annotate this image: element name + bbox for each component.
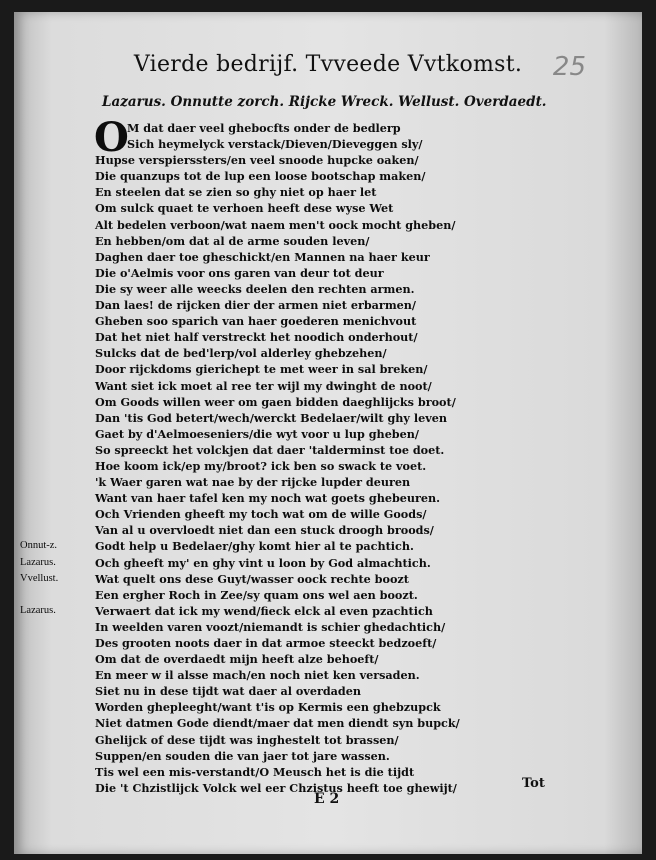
book-page bbox=[14, 12, 642, 854]
verse-text: M dat daer veel ghebocfts onder de bedlerp bbox=[127, 121, 401, 135]
verse-text: Van al u overvloedt niet dan een stuck droogh broods/ bbox=[95, 523, 434, 538]
verse-line bbox=[14, 732, 642, 748]
verse-text: Die quanzups tot de lup een loose bootschap maken/ bbox=[95, 169, 426, 184]
verse-text: Sich heymelyck verstack/Dieven/Dieveggen sly/ bbox=[127, 137, 423, 152]
verse-text: Tis wel een mis-verstandt/O Meusch het is die tijdt bbox=[95, 764, 415, 779]
verse-text: So spreeckt het volckjen dat daer 'talderminst toe doet. bbox=[95, 442, 445, 457]
verse-text: Door rijckdoms gierichept te met weer in sal breken/ bbox=[95, 362, 428, 377]
speaker-label: Onnut-z. bbox=[20, 540, 58, 552]
verse-line bbox=[14, 683, 642, 699]
verse-text: 'k Waer garen wat nae by der rijcke lupder deuren bbox=[95, 475, 411, 490]
verse-text: Och gheeft my' en ghy vint u loon by God almachtich. bbox=[95, 555, 431, 570]
verse-line bbox=[14, 490, 642, 506]
verse-line bbox=[14, 555, 642, 571]
verse-line bbox=[14, 635, 642, 651]
verse-text: Godt help u Bedelaer/ghy komt hier al te pachtich. bbox=[95, 539, 414, 554]
speaker-label: Vvellust. bbox=[20, 572, 59, 584]
verse-line bbox=[14, 345, 642, 361]
signature-mark: E 2 bbox=[314, 791, 340, 807]
verse-line bbox=[14, 200, 642, 216]
verse-text: Want van haer tafel ken my noch wat goets ghebeuren. bbox=[95, 491, 441, 506]
verse-text: Om Goods willen weer om gaen bidden daeghlijcks broot/ bbox=[95, 394, 456, 409]
verse-text: En hebben/om dat al de arme souden leven/ bbox=[95, 233, 370, 248]
verse-line bbox=[14, 217, 642, 233]
verse-line bbox=[14, 571, 642, 587]
folio-number: 25 bbox=[552, 52, 586, 82]
verse-block bbox=[14, 114, 642, 796]
verse-line bbox=[14, 506, 642, 522]
verse-text: Suppen/en souden die van jaer tot jare wassen. bbox=[95, 748, 390, 763]
verse-text: Gheben soo sparich van haer goederen menichvout bbox=[95, 314, 417, 329]
verse-text: Sulcks dat de bed'lerp/vol alderley ghebzehen/ bbox=[95, 346, 387, 361]
verse-text: Om sulck quaet te verhoen heeft dese wyse Wet bbox=[95, 201, 394, 216]
verse-line bbox=[14, 442, 642, 458]
verse-text: Hoe koom ick/ep my/broot? ick ben so swack te voet. bbox=[95, 458, 427, 473]
verse-text: Die o'Aelmis voor ons garen van deur tot deur bbox=[95, 265, 384, 280]
verse-line bbox=[14, 619, 642, 635]
verse-text: Om dat de overdaedt mijn heeft alze behoeft/ bbox=[95, 652, 379, 667]
verse-text: Hupse verspierssters/en veel snoode hupcke oaken/ bbox=[95, 153, 419, 168]
verse-line bbox=[14, 715, 642, 731]
verse-text: In weelden varen voozt/niemandt is schier ghedachtich/ bbox=[95, 619, 446, 634]
verse-line bbox=[14, 313, 642, 329]
verse-line bbox=[14, 136, 642, 152]
verse-line bbox=[14, 152, 642, 168]
verse-line bbox=[14, 233, 642, 249]
verse-line bbox=[14, 474, 642, 490]
verse-text: Worden ghepleeght/want t'is op Kermis een ghebzupck bbox=[95, 700, 441, 715]
verse-text: Ghelijck of dese tijdt was inghestelt tot brassen/ bbox=[95, 732, 399, 747]
verse-text: En steelen dat se zien so ghy niet op haer let bbox=[95, 185, 377, 200]
verse-text: Wat quelt ons dese Guyt/wasser oock rechte boozt bbox=[95, 571, 409, 586]
verse-line bbox=[14, 538, 642, 554]
speaker-label: Lazarus. bbox=[20, 604, 56, 616]
verse-text: Dan laes! de rijcken dier der armen niet erbarmen/ bbox=[95, 298, 416, 313]
verse-line bbox=[14, 458, 642, 474]
drop-cap: O bbox=[94, 114, 129, 161]
verse-line bbox=[14, 764, 642, 780]
verse-line bbox=[14, 265, 642, 281]
verse-line bbox=[14, 748, 642, 764]
verse-text: Des grooten noots daer in dat armoe steeckt bedzoeft/ bbox=[95, 636, 437, 650]
verse-line bbox=[14, 168, 642, 184]
verse-text: Die 't Chzistlijck Volck wel eer Chzistus heeft toe ghewijt/ bbox=[95, 780, 457, 795]
verse-text: Daghen daer toe gheschickt/en Mannen na haer keur bbox=[95, 249, 430, 264]
verse-text: Een ergher Roch in Zee/sy quam ons wel aen boozt. bbox=[95, 587, 418, 602]
verse-text: Die sy weer alle weecks deelen den rechten armen. bbox=[95, 281, 415, 296]
verse-text: Dan 'tis God betert/wech/werckt Bedelaer/wilt ghy leven bbox=[95, 410, 447, 425]
verse-line bbox=[14, 281, 642, 297]
verse-line bbox=[14, 699, 642, 715]
verse-text: Alt bedelen verboon/wat naem men't oock mocht gheben/ bbox=[95, 217, 456, 232]
catchword: Tot bbox=[522, 776, 545, 791]
verse-text: Want siet ick moet al ree ter wijl my dwinght de noot/ bbox=[95, 378, 432, 393]
verse-text: Dat het niet half verstreckt het noodich onderhout/ bbox=[95, 330, 418, 345]
verse-line bbox=[14, 120, 642, 136]
verse-line bbox=[14, 297, 642, 313]
verse-line bbox=[14, 361, 642, 377]
verse-text: Gaet by d'Aelmoeseniers/die wyt voor u lup gheben/ bbox=[95, 426, 419, 441]
verse-line bbox=[14, 603, 642, 619]
verse-line bbox=[14, 394, 642, 410]
verse-line bbox=[14, 522, 642, 538]
verse-line bbox=[14, 249, 642, 265]
verse-text: Siet nu in dese tijdt wat daer al overdaden bbox=[95, 684, 361, 699]
verse-text: Verwaert dat ick my wend/fieck elck al even pzachtich bbox=[95, 603, 433, 618]
verse-line bbox=[14, 378, 642, 394]
dramatis-personae: Lazarus. Onnutte zorch. Rijcke Wreck. Wellust. Overdaedt. bbox=[102, 94, 547, 110]
page-heading: Vierde bedrijf. Tvveede Vvtkomst. bbox=[133, 52, 523, 77]
verse-text: En meer w il alsse mach/en noch niet ken versaden. bbox=[95, 668, 420, 683]
verse-line bbox=[14, 651, 642, 667]
verse-text: Och Vrienden gheeft my toch wat om de wille Goods/ bbox=[95, 507, 427, 522]
verse-line bbox=[14, 587, 642, 603]
verse-text: Niet datmen Gode diendt/maer dat men diendt syn bupck/ bbox=[95, 716, 460, 731]
verse-line bbox=[14, 329, 642, 345]
verse-line bbox=[14, 667, 642, 683]
verse-line bbox=[14, 426, 642, 442]
verse-line bbox=[14, 184, 642, 200]
verse-line bbox=[14, 410, 642, 426]
speaker-label: Lazarus. bbox=[20, 556, 56, 568]
